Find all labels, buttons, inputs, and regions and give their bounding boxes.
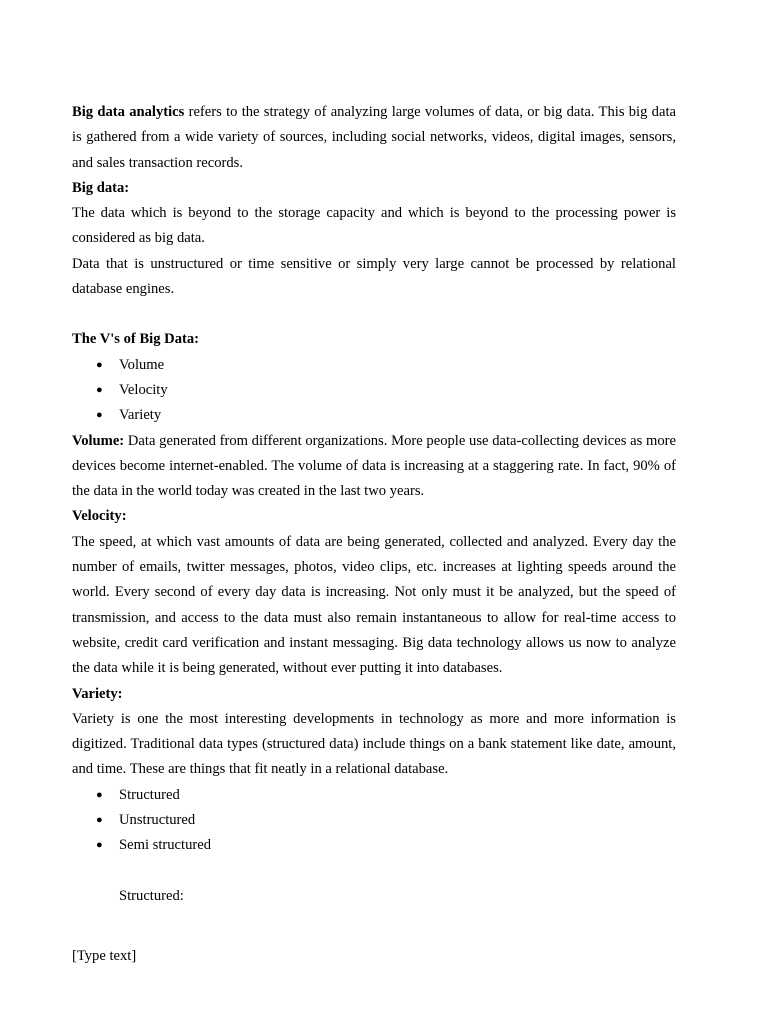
variety-paragraph: Variety is one the most interesting developments in technology as more and more information is digitized. Traditional data types (structured data) include things on a bank statement like date, amount, and time. These are things that fit neatly in a relational database. [72, 710, 676, 778]
bigdata-paragraph-2: Data that is unstructured or time sensitive or simply very large cannot be processed by relational database engines. [72, 255, 676, 298]
list-item: ● Variety [72, 403, 676, 428]
bullet-icon: ● [96, 814, 103, 827]
intro-paragraph [72, 100, 676, 176]
structured-subheading: Structured: [119, 887, 184, 904]
bigdata-heading: Big data: [72, 179, 130, 196]
bullet-icon: ● [96, 409, 103, 422]
document-body [72, 100, 676, 909]
list-item: ● Unstructured [72, 808, 676, 833]
bullet-icon: ● [96, 358, 103, 371]
velocity-heading: Velocity: [72, 508, 127, 525]
volume-paragraph [72, 429, 676, 505]
list-item: ● Volume [72, 353, 676, 378]
page-footer: [Type text] [72, 948, 137, 964]
list-item: ● Semi structured [72, 833, 676, 858]
list-item: ● Velocity [72, 378, 676, 403]
vs-heading: The V's of Big Data: [72, 331, 200, 348]
bigdata-paragraph-1: The data which is beyond to the storage capacity and which is beyond to the processing power is considered as big data. [72, 205, 676, 247]
bullet-icon: ● [96, 839, 103, 852]
intro-lead: Big data analytics [72, 104, 185, 120]
variety-list [72, 783, 676, 859]
spacer [72, 859, 676, 884]
velocity-paragraph: The speed, at which vast amounts of data are being generated, collected and analyzed. Every day the number of emails, twitter messages, photos, video clips, etc. increases at lighting speeds around the world. Every second of every day data is increasing. Not only must it be analyzed, but the speed of transmission, and access to the data must also remain instantaneous to allow for real-time access to website, credit card verification and instant messaging. Big data technology allows us now to analyze the data while it is being generated, without ever putting it into databases. [72, 533, 676, 677]
bullet-icon: ● [96, 383, 103, 396]
intro-text: refers to the strategy of analyzing large volumes of data, or big data. This big data is gathered from a wide variety of sources, including social networks, videos, digital images, sensors, and sales transaction records. [72, 104, 676, 171]
spacer [72, 302, 676, 327]
vs-list [72, 353, 676, 429]
variety-heading: Variety: [72, 685, 123, 702]
volume-lead: Volume: [72, 432, 125, 449]
volume-text: Data generated from different organizations. More people use data-collecting devices as more devices become internet-enabled. The volume of data is increasing at a staggering rate. In fact, 90% of the data in the world today was created in the last two years. [72, 432, 676, 500]
bullet-icon: ● [96, 788, 103, 801]
list-item: ● Structured [72, 783, 676, 808]
